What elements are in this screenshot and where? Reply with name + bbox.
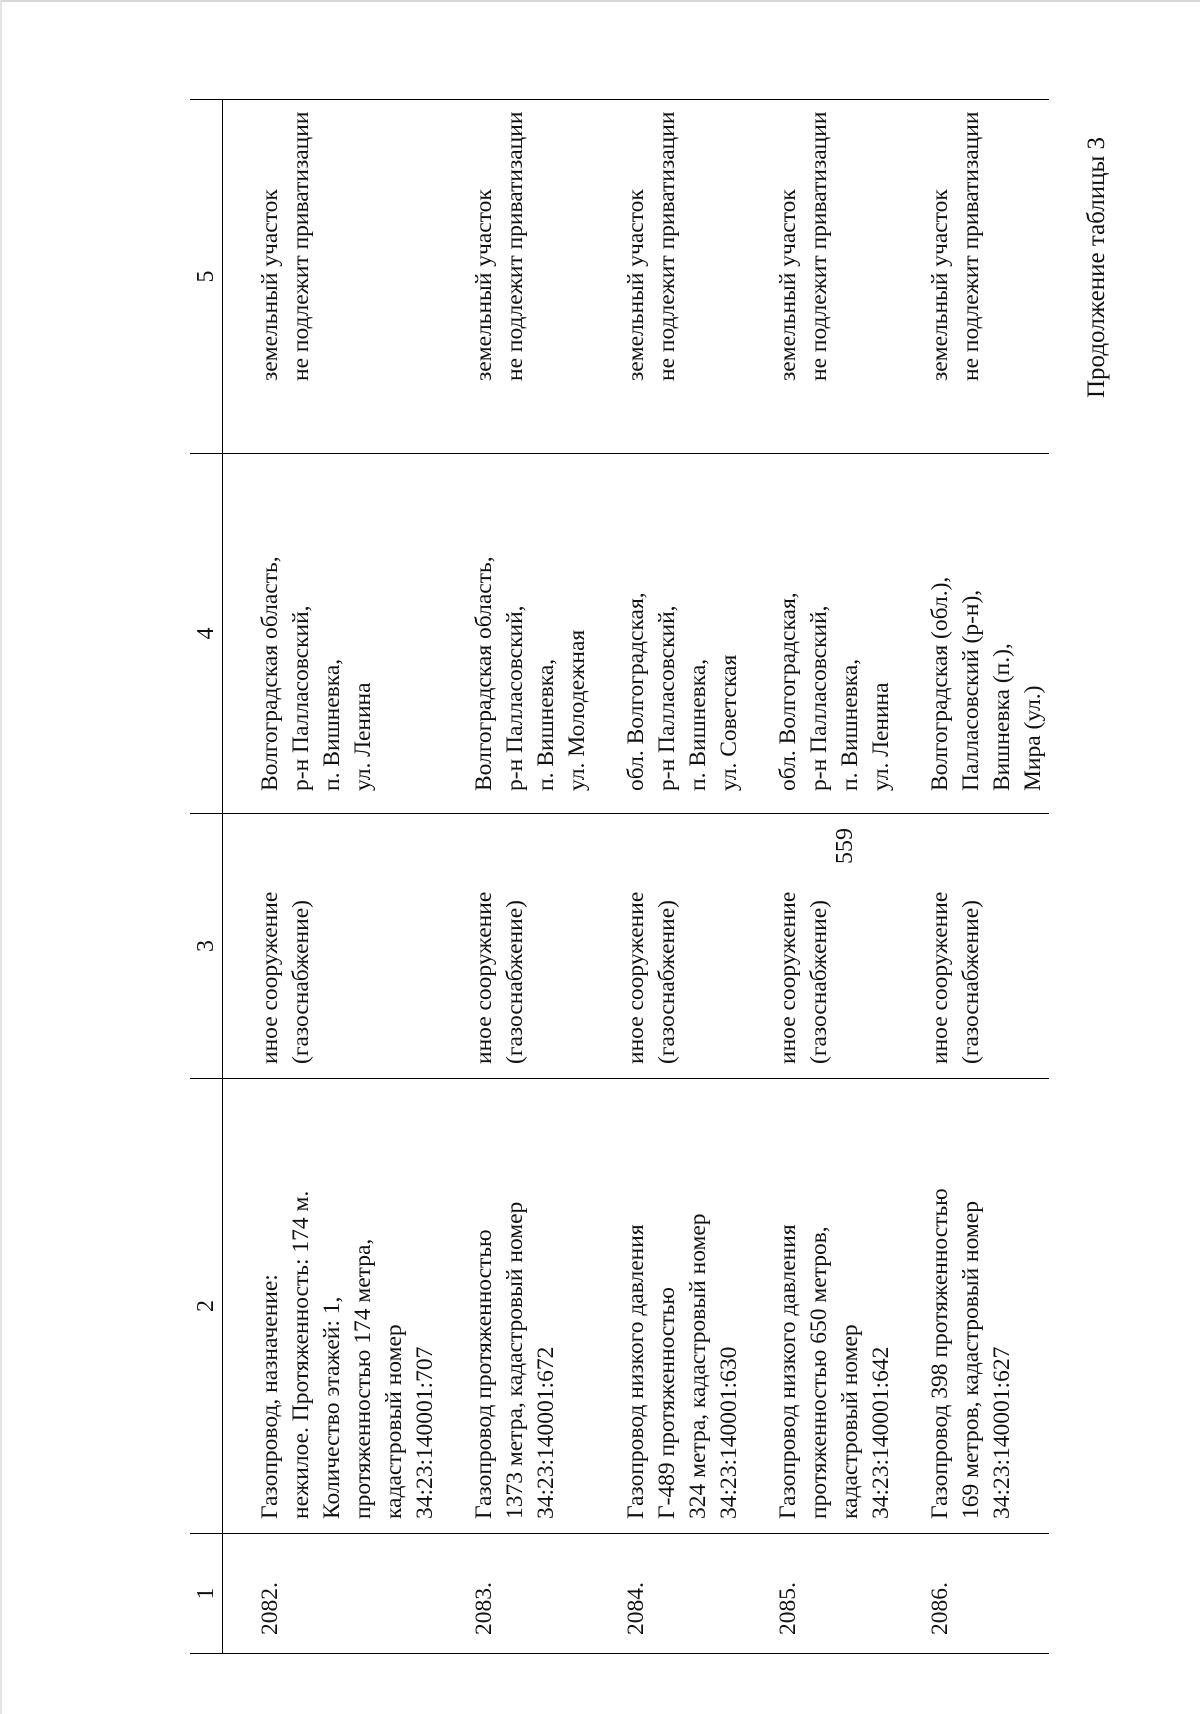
object-name-line: 34:23:140001:707 [412, 1346, 438, 1519]
cell-no: 2086. [897, 1534, 1049, 1654]
cell-no: 2083. [441, 1534, 593, 1654]
object-type-line: иное сооружение [775, 891, 801, 1064]
table-caption: Продолжение таблицы 3 [1083, 136, 1110, 398]
object-name-line: 169 метров, кадастровый номер [958, 1201, 984, 1519]
table-row [897, 100, 1049, 1654]
cell-note [441, 100, 593, 454]
object-type-line: (газоснабжение) [654, 900, 680, 1064]
address-line: Мира (ул.) [1020, 685, 1046, 791]
cell-address [441, 454, 593, 814]
cell-note [223, 100, 442, 454]
object-name-line: Газопровод 398 протяженностью [927, 1188, 953, 1519]
note-line: не подлежит приватизации [288, 111, 314, 381]
cell-note [593, 100, 745, 454]
object-type-line: (газоснабжение) [288, 900, 314, 1064]
object-name-line: 34:23:140001:627 [989, 1346, 1015, 1519]
column-number: 5 [190, 100, 223, 454]
address-line: обл. Волгоградская, [623, 592, 649, 791]
object-type-line: (газоснабжение) [806, 900, 832, 1064]
object-name-line: 34:23:140001:630 [716, 1346, 742, 1519]
address-line: Волгоградская (обл.), [927, 576, 953, 791]
object-type-line: (газоснабжение) [958, 900, 984, 1064]
object-name-line: 324 метра, кадастровый номер [685, 1213, 711, 1519]
column-number: 3 [190, 814, 223, 1079]
table-row [745, 100, 897, 1654]
cell-type [897, 814, 1049, 1079]
cell-name [441, 1079, 593, 1534]
table-row [441, 100, 593, 1654]
address-line: ул. Советская [716, 654, 742, 791]
note-line: земельный участок [927, 189, 953, 381]
cell-address [593, 454, 745, 814]
cell-note [745, 100, 897, 454]
cell-no: 2082. [223, 1534, 442, 1654]
cell-type [745, 814, 897, 1079]
table-row [223, 100, 442, 1654]
note-line: земельный участок [775, 189, 801, 381]
page-number: 559 [832, 828, 858, 864]
object-name-line: кадастровый номер [837, 1324, 863, 1519]
address-line: Волгоградская область, [471, 556, 497, 791]
note-line: не подлежит приватизации [806, 111, 832, 381]
cell-type [441, 814, 593, 1079]
object-type-line: иное сооружение [927, 891, 953, 1064]
object-name-line: Газопровод протяженностью [471, 1229, 497, 1519]
address-line: ул. Ленина [868, 682, 894, 791]
property-table [190, 99, 1049, 1654]
address-line: р-н Палласовский, [806, 605, 832, 791]
column-number-row [190, 100, 223, 1654]
object-name-line: 34:23:140001:642 [868, 1346, 894, 1519]
address-line: р-н Палласовский, [502, 605, 528, 791]
cell-address [745, 454, 897, 814]
column-number: 1 [190, 1534, 223, 1654]
object-name-line: Газопровод низкого давления [775, 1224, 801, 1519]
object-name-line: протяженностью 174 метра, [350, 1238, 376, 1519]
address-line: п. Вишневка, [685, 658, 711, 791]
object-type-line: иное сооружение [623, 891, 649, 1064]
object-name-line: нежилое. Протяженность: 174 м. [288, 1190, 314, 1519]
cell-name [223, 1079, 442, 1534]
cell-name [897, 1079, 1049, 1534]
object-name-line: 34:23:140001:672 [533, 1346, 559, 1519]
object-name-line: Газопровод низкого давления [623, 1224, 649, 1519]
address-line: Волгоградская область, [257, 556, 283, 791]
note-line: земельный участок [623, 189, 649, 381]
address-line: Палласовский (р-н), [958, 589, 984, 791]
column-number: 4 [190, 454, 223, 814]
cell-no: 2084. [593, 1534, 745, 1654]
note-line: не подлежит приватизации [654, 111, 680, 381]
address-line: р-н Палласовский, [654, 605, 680, 791]
note-line: земельный участок [471, 189, 497, 381]
cell-address [897, 454, 1049, 814]
address-line: Вишневка (п.), [989, 643, 1015, 791]
column-number: 2 [190, 1079, 223, 1534]
note-line: не подлежит приватизации [502, 111, 528, 381]
address-line: ул. Молодежная [564, 629, 590, 791]
table-body [223, 100, 1050, 1654]
object-type-line: иное сооружение [471, 891, 497, 1064]
cell-type [593, 814, 745, 1079]
cell-name [745, 1079, 897, 1534]
note-line: земельный участок [257, 189, 283, 381]
address-line: п. Вишневка, [837, 658, 863, 791]
object-name-line: 1373 метра, кадастровый номер [502, 1201, 528, 1519]
object-type-line: (газоснабжение) [502, 900, 528, 1064]
object-name-line: кадастровый номер [381, 1324, 407, 1519]
object-name-line: Газопровод, назначение: [257, 1274, 283, 1519]
object-type-line: иное сооружение [257, 891, 283, 1064]
address-line: обл. Волгоградская, [775, 592, 801, 791]
address-line: п. Вишневка, [319, 658, 345, 791]
cell-note [897, 100, 1049, 454]
cell-address [223, 454, 442, 814]
cell-no: 2085. [745, 1534, 897, 1654]
cell-name [593, 1079, 745, 1534]
object-name-line: Количество этажей: 1, [319, 1296, 345, 1519]
object-name-line: Г-489 протяженностью [654, 1287, 680, 1519]
note-line: не подлежит приватизации [958, 111, 984, 381]
address-line: п. Вишневка, [533, 658, 559, 791]
table-row [593, 100, 745, 1654]
cell-type [223, 814, 442, 1079]
address-line: р-н Палласовский, [288, 605, 314, 791]
object-name-line: протяженностью 650 метров, [806, 1226, 832, 1519]
address-line: ул. Ленина [350, 682, 376, 791]
